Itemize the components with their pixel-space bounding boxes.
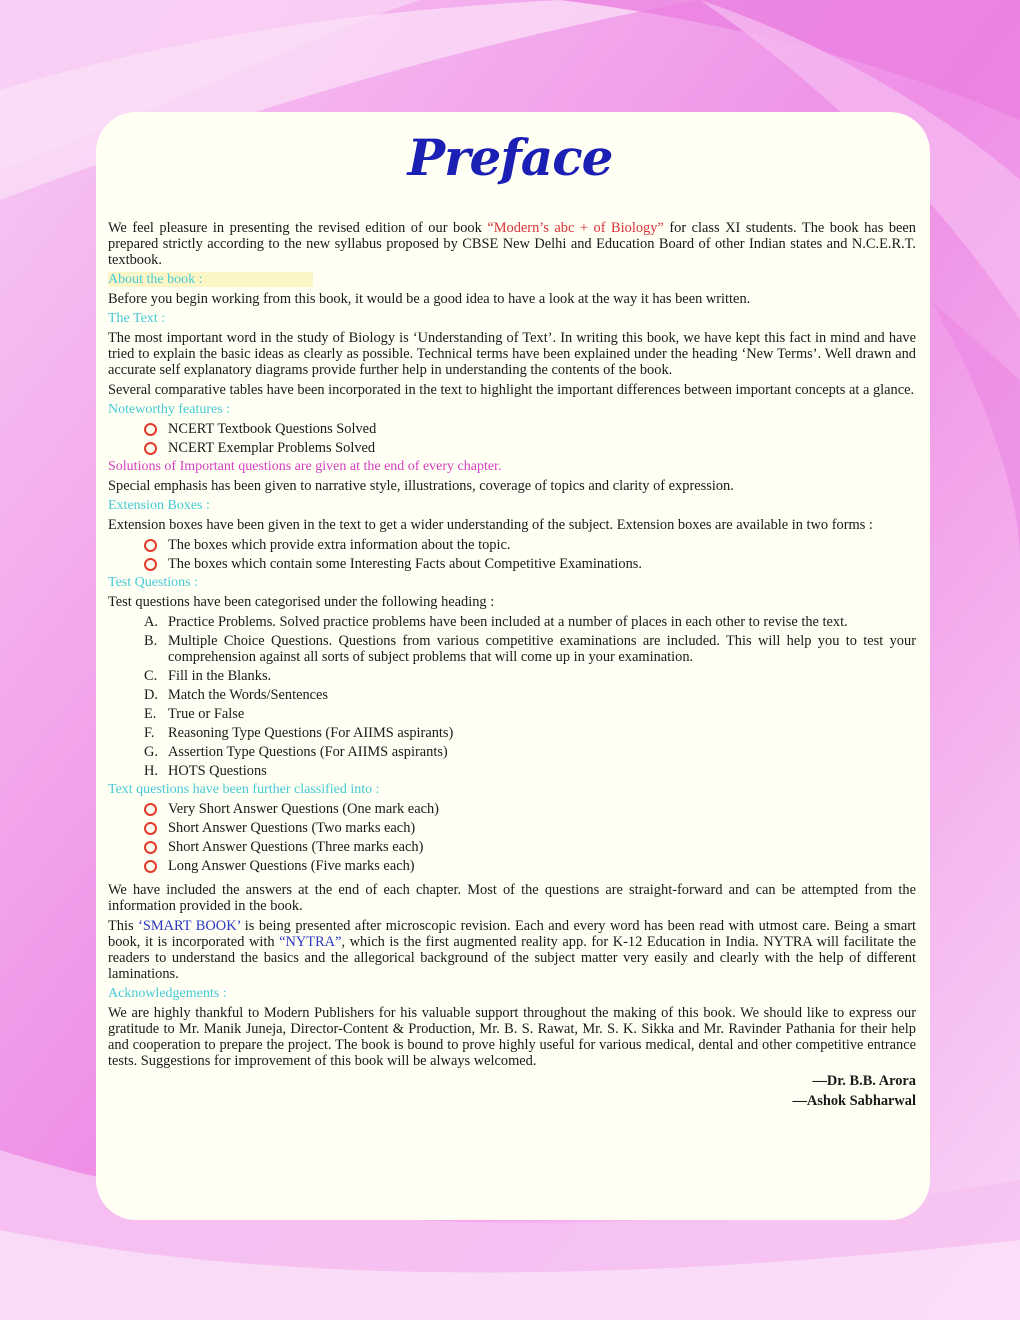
about-text: Before you begin working from this book, it would be a good idea to have a look at the way it has been written. bbox=[108, 291, 751, 307]
list-item: G. Assertion Type Questions (For AIIMS aspirants) bbox=[144, 744, 448, 760]
list-item: E. True or False bbox=[144, 706, 245, 722]
classified-list bbox=[144, 801, 916, 874]
list-item: The boxes which provide extra information about the topic. bbox=[144, 537, 916, 553]
classified-heading: Text questions have been further classified into : bbox=[108, 782, 380, 797]
circle-bullet-icon bbox=[144, 803, 157, 816]
list-item: F. Reasoning Type Questions (For AIIMS aspirants) bbox=[144, 725, 454, 741]
list-item: Long Answer Questions (Five marks each) bbox=[144, 858, 916, 874]
intro-paragraph: We feel pleasure in presenting the revised edition of our book “Modern’s abc + of Biology” for class XI students. The book has been prepared strictly according to the new syllabus proposed by CBSE New Delhi and Education Board of other Indian states and N.C.E.R.T. textbook. bbox=[108, 220, 916, 268]
smart-book-label: ‘SMART BOOK’ bbox=[138, 918, 241, 934]
circle-bullet-icon bbox=[144, 423, 157, 436]
test-list bbox=[144, 614, 916, 779]
solutions-text: Special emphasis has been given to narrative style, illustrations, coverage of topics and clarity of expression. bbox=[108, 478, 734, 494]
noteworthy-list bbox=[144, 421, 916, 456]
extension-text: Extension boxes have been given in the text to get a wider understanding of the subject. Extension boxes are available in two forms : bbox=[108, 517, 873, 533]
list-item: Short Answer Questions (Two marks each) bbox=[144, 820, 916, 836]
circle-bullet-icon bbox=[144, 558, 157, 571]
circle-bullet-icon bbox=[144, 442, 157, 455]
list-item: C. Fill in the Blanks. bbox=[144, 668, 272, 684]
test-text: Test questions have been categorised under the following heading : bbox=[108, 594, 495, 610]
the-text-heading: The Text : bbox=[108, 311, 166, 326]
acknowledgements-text: We are highly thankful to Modern Publishers for his valuable support throughout the making of this book. We should like to express our gratitude to Mr. Manik Juneja, Director-Content & Production, Mr. B. S. Rawat, Mr. S. K. Sikka and Mr. Ravinder Pathania for their help and cooperation to prepare the project. The book is bound to prove highly useful for various medical, dental and other competitive entrance tests. Suggestions for improvement of this book will be always welcomed. bbox=[108, 1005, 916, 1069]
list-item: Short Answer Questions (Three marks each) bbox=[144, 839, 916, 855]
solutions-heading: Solutions of Important questions are given at the end of every chapter. bbox=[108, 459, 502, 474]
test-heading: Test Questions : bbox=[108, 575, 199, 590]
signature-2: —Ashok Sabharwal bbox=[792, 1093, 916, 1109]
circle-bullet-icon bbox=[144, 822, 157, 835]
list-item: B. Multiple Choice Questions. Questions from various competitive examinations are included. This will help you to test your comprehension against all sorts of subject problems that will come up in your examination. bbox=[144, 633, 916, 665]
extension-list bbox=[144, 537, 916, 572]
page-title: Preface bbox=[407, 128, 613, 187]
the-text-paragraph-1: The most important word in the study of Biology is ‘Understanding of Text’. In writing this book, we have kept this fact in mind and have tried to explain the basic ideas as clearly as possible. Technical terms have been explained under the heading ‘New Terms’. Well drawn and accurate self explanatory diagrams provide further help in understanding the contents of the book. bbox=[108, 330, 916, 378]
list-item: D. Match the Words/Sentences bbox=[144, 687, 329, 703]
circle-bullet-icon bbox=[144, 539, 157, 552]
circle-bullet-icon bbox=[144, 860, 157, 873]
the-text-paragraph-2: Several comparative tables have been incorporated in the text to highlight the important differences between important concepts at a glance. bbox=[108, 382, 915, 398]
noteworthy-heading: Noteworthy features : bbox=[108, 402, 231, 417]
circle-bullet-icon bbox=[144, 841, 157, 854]
extension-heading: Extension Boxes : bbox=[108, 498, 210, 513]
list-item: H. HOTS Questions bbox=[144, 763, 267, 779]
signature-1: —Dr. B.B. Arora bbox=[812, 1073, 916, 1089]
smart-book-paragraph: This ‘SMART BOOK’ is being presented after microscopic revision. Each and every word has been read with utmost care. Being a smart book, it is incorporated with “NYTRA”, which is the first augmented reality app. for K-12 Education in India. NYTRA will facilitate the readers to understand the basics and the allegorical background of the subject matter very easily and clearly with the help of different laminations. bbox=[108, 918, 917, 982]
list-item: Very Short Answer Questions (One mark each) bbox=[144, 801, 916, 817]
answers-paragraph: We have included the answers at the end of each chapter. Most of the questions are straight-forward and can be attempted from the information provided in the book. bbox=[108, 882, 916, 914]
list-item: The boxes which contain some Interesting Facts about Competitive Examinations. bbox=[144, 556, 916, 572]
nytra-label: “NYTRA” bbox=[279, 934, 342, 950]
book-title: “Modern’s abc + of Biology” bbox=[487, 220, 664, 236]
list-item: A. Practice Problems. Solved practice problems have been included at a number of places in each other to revise the text. bbox=[144, 614, 848, 630]
about-heading: About the book : bbox=[108, 272, 916, 288]
preface-body bbox=[108, 220, 916, 1112]
list-item: NCERT Textbook Questions Solved bbox=[144, 421, 916, 437]
acknowledgements-heading: Acknowledgements : bbox=[108, 986, 227, 1001]
list-item: NCERT Exemplar Problems Solved bbox=[144, 440, 916, 456]
